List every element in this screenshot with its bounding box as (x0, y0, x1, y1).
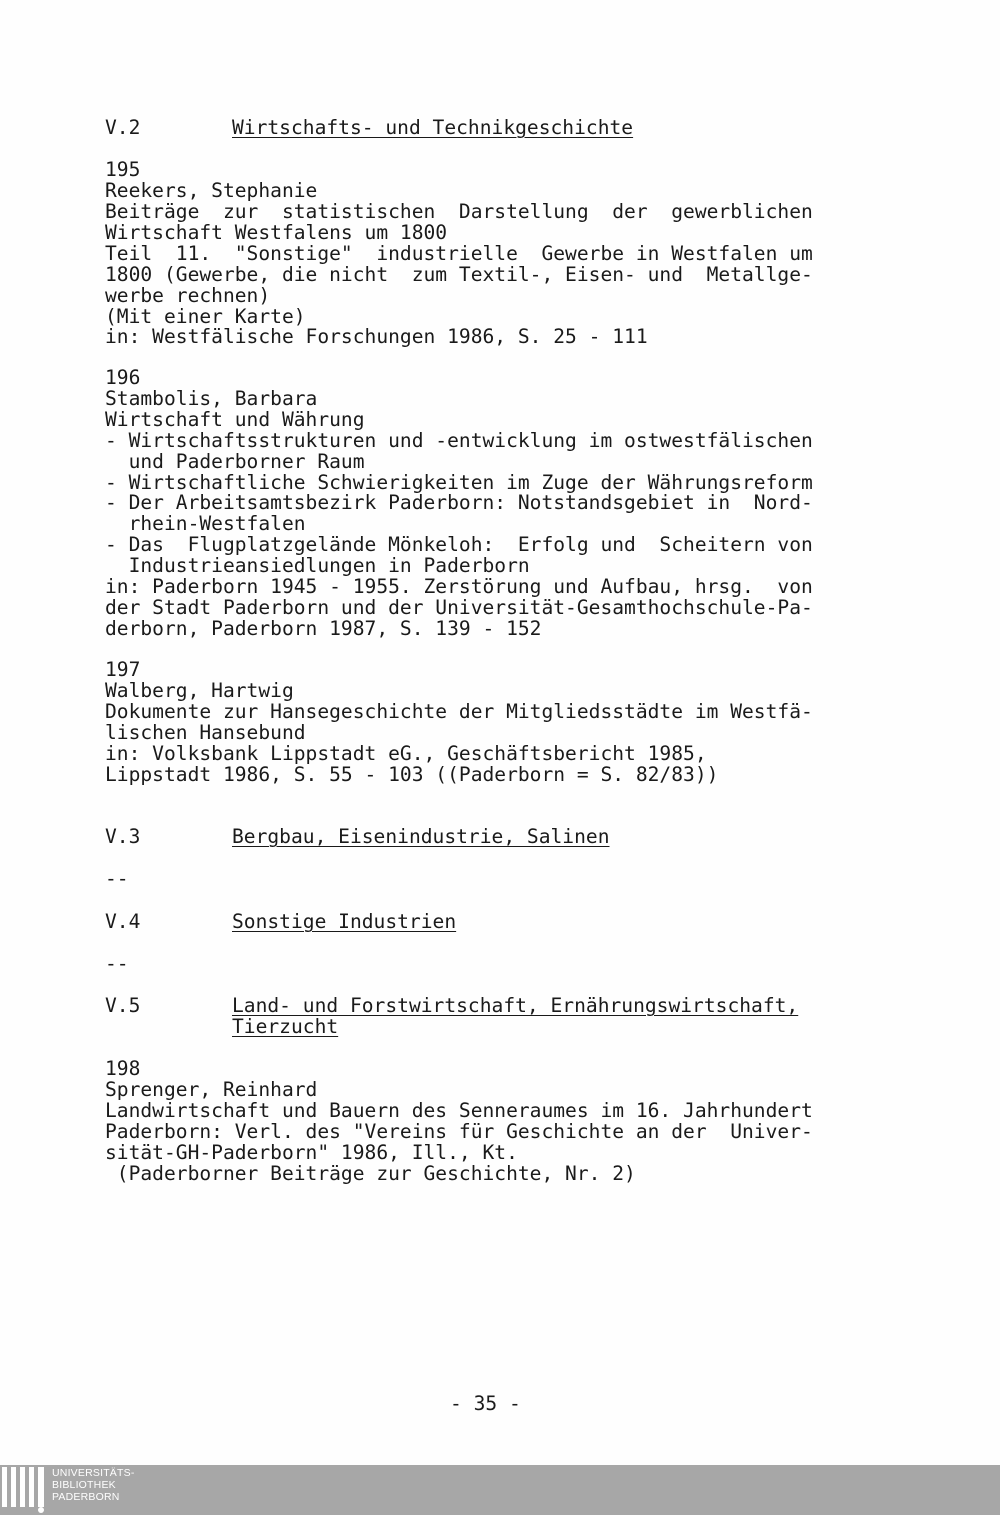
entry-author: Stambolis, Barbara (105, 387, 318, 410)
logo-line: UNIVERSITÄTS- (52, 1467, 135, 1479)
entry-line: Lippstadt 1986, S. 55 - 103 ((Paderborn = S. 82/83)) (105, 763, 719, 786)
entry-line: - Der Arbeitsamtsbezirk Paderborn: Notstandsgebiet in Nord- (105, 491, 813, 514)
section-title: Sonstige Industrien (232, 910, 457, 933)
logo-line: BIBLIOTHEK (52, 1479, 116, 1491)
section-number: V.4 (105, 910, 141, 933)
entry-line: (Mit einer Karte) (105, 305, 306, 328)
section-number: V.2 (105, 116, 141, 139)
section-title: Bergbau, Eisenindustrie, Salinen (232, 825, 610, 848)
entry-source: in: Volksbank Lippstadt eG., Geschäftsbericht 1985, (105, 742, 707, 765)
section-title: Tierzucht (232, 1015, 339, 1038)
entry-number: 198 (105, 1057, 141, 1080)
entry-number: 197 (105, 658, 141, 681)
entry-line: derborn, Paderborn 1987, S. 139 - 152 (105, 617, 542, 640)
entry-number: 195 (105, 158, 141, 181)
section-number: V.3 (105, 825, 141, 848)
entry-line: sität-GH-Paderborn" 1986, Ill., Kt. (105, 1141, 518, 1164)
entry-line: rhein-Westfalen (105, 512, 306, 535)
entry-author: Reekers, Stephanie (105, 179, 318, 202)
entry-line: Beiträge zur statistischen Darstellung der gewerblichen (105, 200, 813, 223)
entry-line: Paderborn: Verl. des "Vereins für Geschichte an der Univer- (105, 1120, 813, 1143)
library-logo-text (52, 1467, 135, 1503)
entry-line: Teil 11. "Sonstige" industrielle Gewerbe in Westfalen um (105, 242, 813, 265)
entry-line: Landwirtschaft und Bauern des Senneraumes im 16. Jahrhundert (105, 1099, 813, 1122)
section-number: V.5 (105, 994, 141, 1017)
entry-line: und Paderborner Raum (105, 450, 365, 473)
entry-line: - Das Flugplatzgelände Mönkeloh: Erfolg und Scheitern von (105, 533, 813, 556)
entry-source: in: Paderborn 1945 - 1955. Zerstörung und Aufbau, hrsg. von (105, 575, 813, 598)
entry-line: 1800 (Gewerbe, die nicht zum Textil-, Eisen- und Metallge- (105, 263, 813, 286)
entry-line: - Wirtschaftliche Schwierigkeiten im Zuge der Währungsreform (105, 471, 813, 494)
entry-line: Industrieansiedlungen in Paderborn (105, 554, 530, 577)
entry-line: der Stadt Paderborn und der Universität-Gesamthochschule-Pa- (105, 596, 813, 619)
entry-line: Wirtschaft Westfalens um 1800 (105, 221, 448, 244)
section-title: Wirtschafts- und Technikgeschichte (232, 116, 634, 139)
entry-line: Dokumente zur Hansegeschichte der Mitgliedsstädte im Westfä- (105, 700, 813, 723)
entry-line: (Paderborner Beiträge zur Geschichte, Nr. 2) (105, 1162, 636, 1185)
logo-line: PADERBORN (52, 1491, 120, 1503)
footer-bar (0, 1465, 1000, 1515)
entry-author: Sprenger, Reinhard (105, 1078, 318, 1101)
section-title: Land- und Forstwirtschaft, Ernährungswirtschaft, (232, 994, 799, 1017)
empty-marker: -- (105, 952, 129, 975)
entry-line: Wirtschaft und Währung (105, 408, 365, 431)
entry-line: lischen Hansebund (105, 721, 306, 744)
entry-line: werbe rechnen) (105, 284, 271, 307)
entry-number: 196 (105, 366, 141, 389)
entry-line: - Wirtschaftsstrukturen und -entwicklung im ostwestfälischen (105, 429, 813, 452)
empty-marker: -- (105, 867, 129, 890)
entry-source: in: Westfälische Forschungen 1986, S. 25 - 111 (105, 325, 648, 348)
page-number: - 35 - (450, 1392, 521, 1415)
logo-dot-icon (38, 1507, 44, 1513)
entry-author: Walberg, Hartwig (105, 679, 294, 702)
